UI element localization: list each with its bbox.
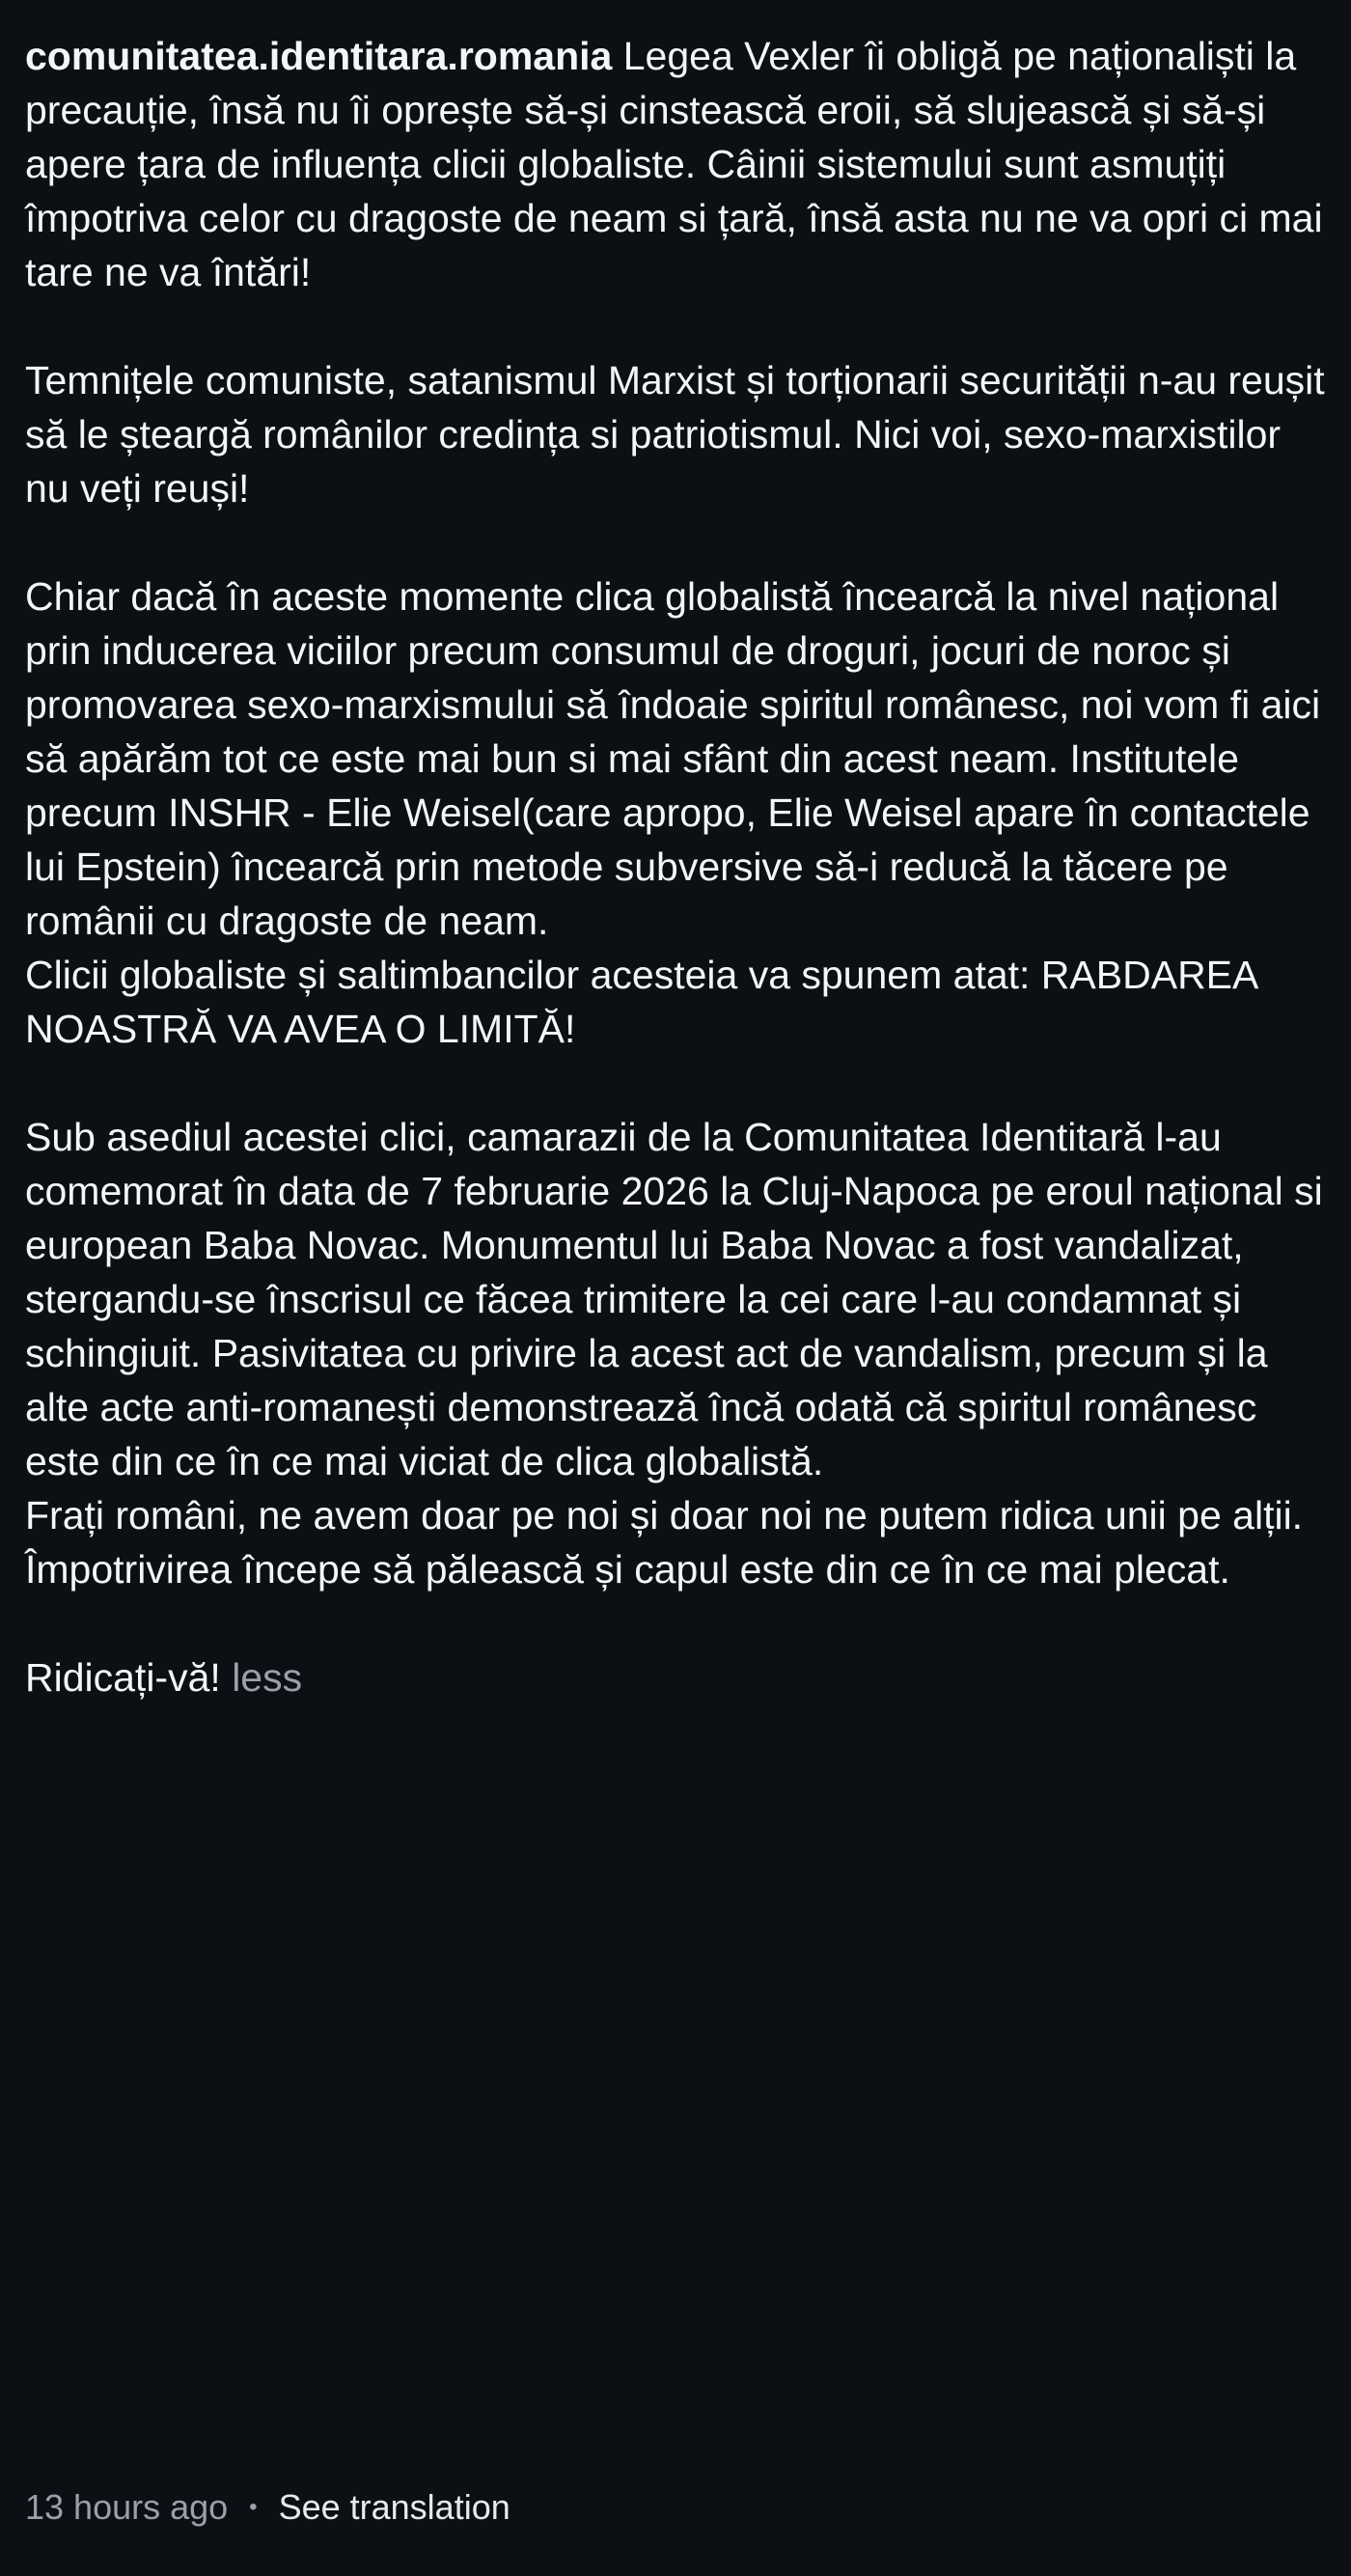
post-caption: [25, 29, 1328, 1704]
caption-text: Legea Vexler îi obligă pe naționaliști la precauție, însă nu îi oprește să-și cinstească eroii, să slujească și să-și apere țara de influența clicii globaliste. Câinii sistemului sunt asmuțiți împotriva celor cu dragoste de neam si țară, însă asta nu ne va opri ci mai tare ne va întări!: [25, 34, 1323, 294]
see-translation-button[interactable]: See translation: [278, 2487, 510, 2527]
separator-dot: •: [249, 2494, 258, 2520]
post-meta: [25, 2484, 510, 2531]
username-link[interactable]: comunitatea.identitara.romania: [25, 34, 613, 78]
caption-closing: [25, 1650, 1328, 1704]
closing-text: Ridicați-vă!: [25, 1655, 221, 1700]
caption-paragraph: Sub asediul acestei clici, camarazii de la Comunitatea Identitară l-au comemorat în data de 7 februarie 2026 la Cluj-Napoca pe eroul național si european Baba Novac. Monumentul lui Baba Novac a fost vandalizat, stergandu-se înscrisul ce făcea trimitere la cei care l-au condamnat și schingiuit. Pasivitatea cu privire la acest act de vandalism, precum și la alte acte anti-romanești demonstrează încă odată că spiritul românesc este din ce în ce mai viciat de clica globalistă. Frați români, ne avem doar pe noi și doar noi ne putem ridica unii pe alții. Împotrivirea începe să pălească și capul este din ce în ce mai plecat.: [25, 1115, 1323, 1592]
less-button[interactable]: less: [232, 1655, 303, 1700]
timestamp: 13 hours ago: [25, 2487, 229, 2527]
caption-paragraph: Chiar dacă în aceste momente clica globalistă încearcă la nivel național prin inducerea viciilor precum consumul de droguri, jocuri de noroc și promovarea sexo-marxismului să îndoaie spiritul românesc, noi vom fi aici să apărăm tot ce este mai bun si mai sfânt din acest neam. Institutele precum INSHR - Elie Weisel(care apropo, Elie Weisel apare în contactele lui Epstein) încearcă prin metode subversive să-i reducă la tăcere pe românii cu dragoste de neam. Clicii globaliste și saltimbancilor acesteia va spunem atat: RABDAREA NOASTRĂ VA AVEA O LIMITĂ!: [25, 574, 1321, 1051]
caption-paragraph: [25, 29, 1328, 299]
caption-paragraph: Temnițele comuniste, satanismul Marxist și torționarii securității n-au reușit să le șteargă românilor credința si patriotismul. Nici voi, sexo-marxistilor nu veți reuși!: [25, 358, 1325, 511]
